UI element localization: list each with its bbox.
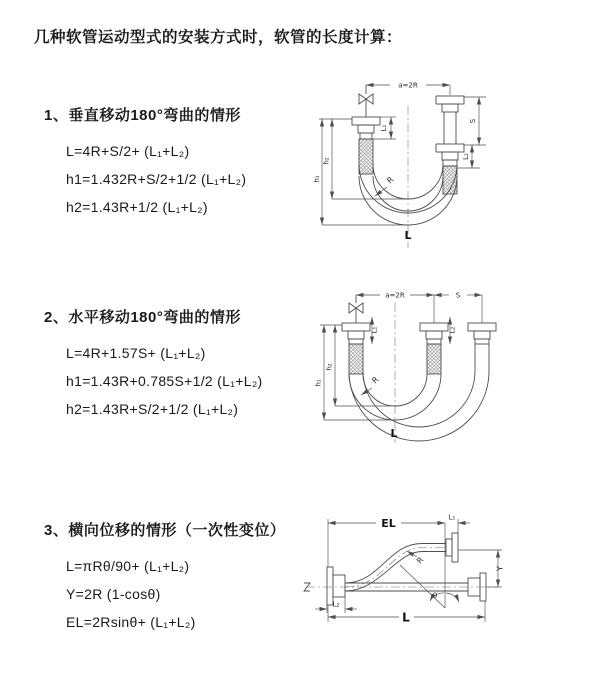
formula-line: h1=1.43R+0.785S+1/2 (L₁+L₂) (66, 373, 263, 389)
section-3-heading: 3、横向位移的情形（一次性变位） (44, 522, 286, 539)
upper-flange (446, 533, 458, 562)
dim-label-l1: L₁ (448, 513, 456, 522)
dim-label-theta: θ (432, 592, 438, 600)
formula-line: h2=1.43R+S/2+1/2 (L₁+L₂) (66, 401, 239, 417)
diagram-horizontal-180 (308, 283, 518, 455)
diagram-vertical-180 (313, 76, 516, 258)
bend-radius-callout (361, 375, 381, 395)
right-flange-upper (436, 96, 464, 144)
formula-line: Y=2R (1-cosθ) (66, 586, 161, 602)
fitting-length-dimensions (371, 317, 457, 344)
hose-bend-arcs (349, 344, 489, 441)
page-title: 几种软管运动型式的安装方式时，软管的长度计算： (34, 29, 403, 46)
dim-label-y: Y (495, 566, 505, 571)
dim-label-h1: h₁ (314, 379, 323, 387)
angle-construction (400, 565, 459, 608)
dim-label-l2: L₂ (332, 600, 340, 609)
dim-label-s: S (455, 291, 461, 300)
dim-label-s: S (469, 118, 477, 124)
dim-label-h1: h₁ (313, 175, 321, 183)
dim-label-h2: h₂ (325, 363, 334, 371)
section-2-heading: 2、水平移动180°弯曲的情形 (44, 309, 241, 326)
length-dimension (328, 601, 485, 625)
dim-label-r: R (385, 174, 396, 186)
section-1-heading: 1、垂直移动180°弯曲的情形 (44, 107, 241, 124)
middle-flange (420, 323, 448, 344)
top-width-dimension (366, 82, 450, 96)
left-flange (352, 117, 380, 139)
displaced-hose-curve (345, 544, 446, 592)
section-lateral (44, 519, 285, 636)
right-flange-lower (436, 144, 464, 166)
formula-line: L=πRθ/90+ (L₁+L₂) (66, 558, 190, 574)
dim-label-l2: L₂ (448, 326, 457, 334)
left-flange (342, 323, 370, 344)
span-dimension (328, 517, 445, 608)
dim-label-l2: L₂ (462, 153, 470, 160)
braided-hose-left (359, 139, 373, 174)
valve-icon (359, 85, 373, 117)
valve-icon (349, 295, 363, 323)
dim-label-r: R (414, 555, 426, 566)
offset-dimension (458, 550, 505, 587)
formula-line: h1=1.432R+S/2+1/2 (L₁+L₂) (66, 171, 247, 187)
bend-radius-callout (407, 551, 426, 565)
left-flange (327, 567, 345, 605)
formula-line: EL=2Rsinθ+ (L₁+L₂) (66, 614, 196, 630)
braided-hose-middle (427, 344, 441, 374)
fitting-length-dimension-bottom (315, 597, 357, 613)
dim-label-el: EL (381, 517, 396, 530)
fitting-length-dimension-top (449, 514, 470, 534)
dim-label-width: a=2R (385, 291, 405, 300)
fitting-length-dimension-left (373, 117, 396, 139)
travel-dimension-right (457, 97, 486, 168)
formula-line: L=4R+S/2+ (L₁+L₂) (66, 143, 190, 159)
dim-label-length: L (402, 610, 410, 625)
section-horizontal (44, 306, 263, 423)
right-flange (468, 323, 496, 344)
top-dimensions (356, 292, 482, 324)
diagram-lateral-displacement (300, 505, 515, 640)
braided-hose-left (349, 344, 363, 374)
formula-line: L=4R+1.57S+ (L₁+L₂) (66, 345, 206, 361)
dim-label-width: a=2R (398, 81, 418, 90)
dim-label-l1: L₁ (370, 326, 379, 334)
section-vertical (44, 104, 246, 221)
dim-label-length: L (404, 229, 412, 242)
formula-line: h2=1.43R+1/2 (L₁+L₂) (66, 199, 208, 215)
dim-label-r: R (370, 374, 381, 386)
dim-label-length: L (390, 427, 398, 440)
bend-radius-callout (375, 175, 396, 196)
dim-label-h2: h₂ (322, 157, 331, 165)
dim-label-l1: L₁ (380, 124, 388, 132)
